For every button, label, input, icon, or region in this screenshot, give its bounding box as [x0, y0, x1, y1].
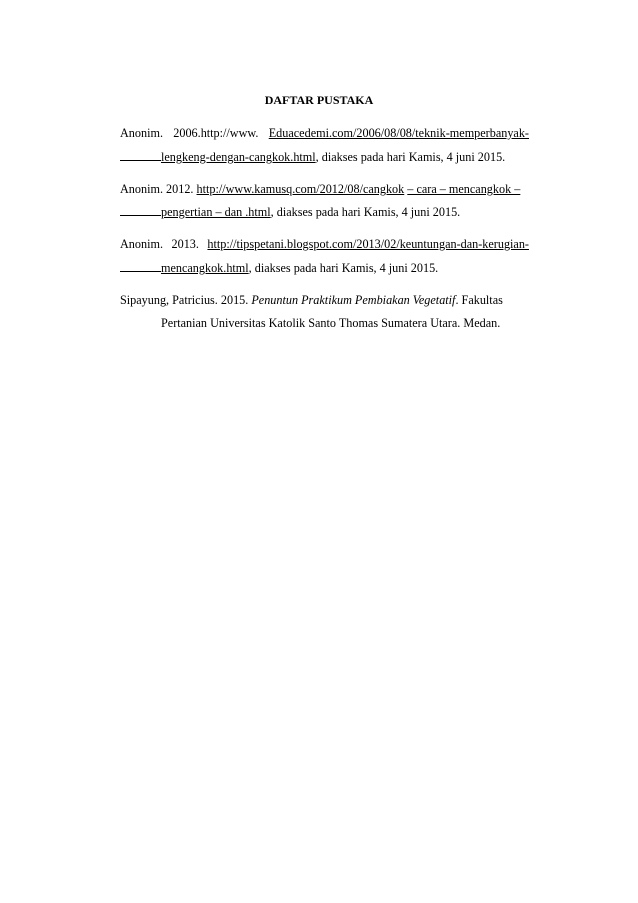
- reference-3-year: 2013.: [171, 237, 199, 251]
- reference-2-link-tail-1[interactable]: – cara – mencangkok –: [407, 182, 521, 196]
- reference-3-line-2: [120, 261, 438, 275]
- reference-1-link-part-1[interactable]: Eduacedemi.com/2006/08/08/teknik-memperbanyak-: [268, 126, 529, 140]
- reference-1-line-2: [120, 150, 505, 164]
- reference-1-author: Anonim.: [120, 126, 163, 140]
- reference-2-link-part-2[interactable]: pengertian – dan .html: [161, 205, 271, 219]
- reference-1-line-1: [120, 126, 529, 140]
- reference-4-line-2: [161, 316, 500, 330]
- reference-3-link-part-2[interactable]: mencangkok.html: [161, 261, 249, 275]
- reference-4-publisher-line-1: . Fakultas: [455, 293, 503, 307]
- reference-2-line-2: [120, 205, 460, 219]
- reference-1-link-part-2[interactable]: lengkeng-dengan-cangkok.html: [161, 150, 316, 164]
- reference-2-link-part-1[interactable]: http://www.kamusq.com/2012/08/cangkok: [196, 182, 405, 196]
- reference-1-suffix: , diakses pada hari Kamis, 4 juni 2015.: [315, 150, 506, 164]
- reference-3-line-1: [120, 237, 529, 251]
- reference-4-book-title: Penuntun Praktikum Pembiakan Vegetatif: [251, 293, 456, 307]
- reference-1-year: 2006.http://www.: [173, 126, 259, 140]
- reference-4-line-1: [120, 293, 529, 307]
- reference-2-author: Anonim.: [120, 182, 163, 196]
- reference-4-publisher-line-2: Pertanian Universitas Katolik Santo Thomas Sumatera Utara. Medan.: [161, 316, 501, 330]
- reference-2-suffix: , diakses pada hari Kamis, 4 juni 2015.: [270, 205, 461, 219]
- reference-2-indent-rule: [120, 205, 161, 216]
- reference-1-indent-rule: [120, 150, 161, 161]
- page-title: DAFTAR PUSTAKA: [264, 93, 374, 107]
- reference-3-suffix: , diakses pada hari Kamis, 4 juni 2015.: [248, 261, 439, 275]
- reference-3-author: Anonim.: [120, 237, 163, 251]
- reference-4-author: Sipayung, Patricius. 2015.: [120, 293, 249, 307]
- reference-3-indent-rule: [120, 261, 161, 272]
- reference-2-line-1: [120, 182, 529, 196]
- reference-2-year: 2012.: [166, 182, 194, 196]
- reference-3-link-part-1[interactable]: http://tipspetani.blogspot.com/2013/02/keuntungan-dan-kerugian-: [207, 237, 529, 251]
